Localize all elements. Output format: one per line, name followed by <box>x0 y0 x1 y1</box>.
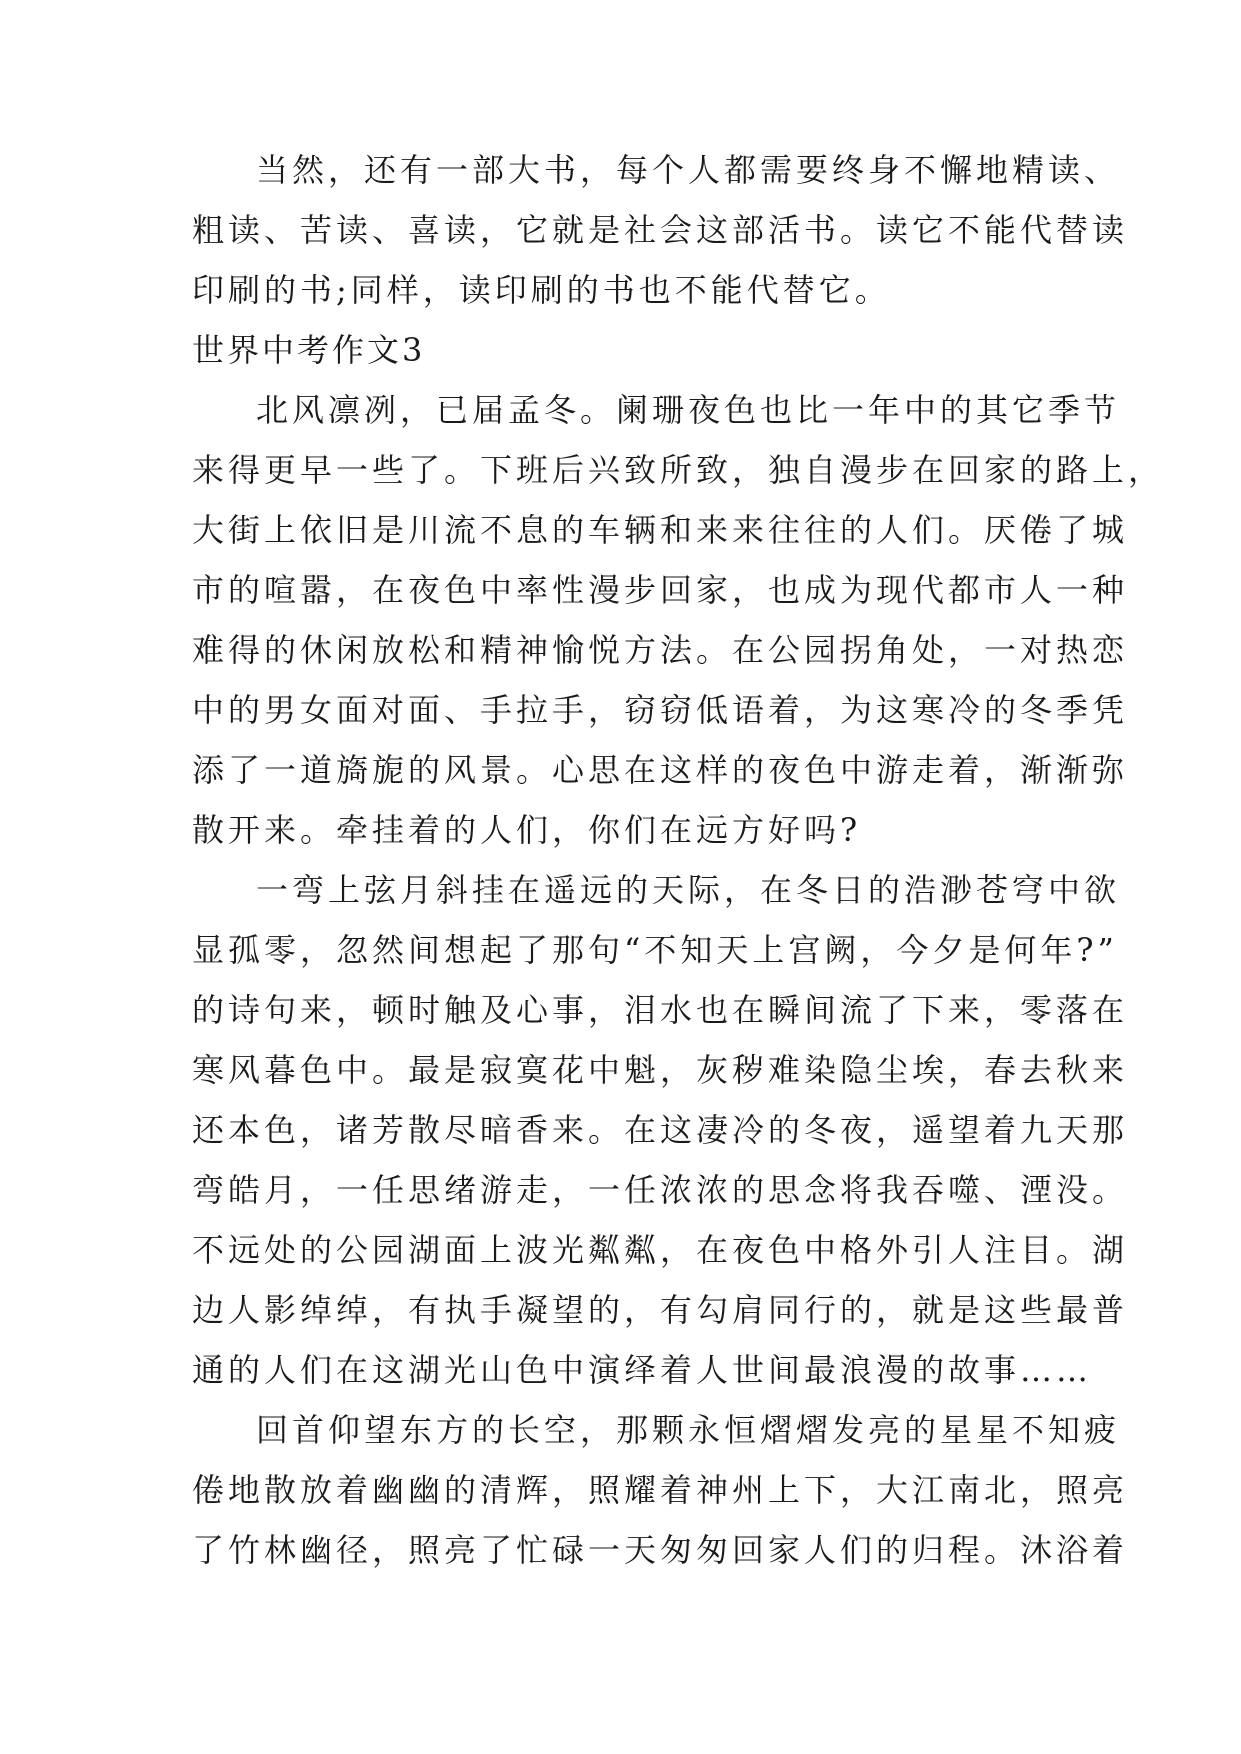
paragraph-4-line-1: 回首仰望东方的长空，那颗永恒熠熠发亮的星星不知疲 <box>256 1411 1121 1449</box>
paragraph-3-line-4: 寒风暮色中。最是寂寞花中魁，灰秽难染隐尘埃，春去秋来 <box>192 1051 1129 1089</box>
paragraph-2-line-8: 散开来。牵挂着的人们，你们在远方好吗? <box>192 811 862 849</box>
paragraph-2-line-3: 大街上依旧是川流不息的车辆和来来往往的人们。厌倦了城 <box>192 511 1129 549</box>
section-heading: 世界中考作文3 <box>192 331 426 369</box>
paragraph-4-line-3: 了竹林幽径，照亮了忙碌一天匆匆回家人们的归程。沐浴着 <box>192 1531 1129 1569</box>
paragraph-3-line-9: 通的人们在这湖光山色中演绎着人世间最浪漫的故事…… <box>192 1351 1093 1389</box>
paragraph-1-line-2: 粗读、苦读、喜读，它就是社会这部活书。读它不能代替读 <box>192 211 1129 249</box>
paragraph-3-line-7: 不远处的公园湖面上波光粼粼，在夜色中格外引人注目。湖 <box>192 1231 1129 1269</box>
paragraph-2-line-7: 添了一道旖旎的风景。心思在这样的夜色中游走着，渐渐弥 <box>192 751 1129 789</box>
paragraph-2-line-1: 北风凛冽，已届孟冬。阑珊夜色也比一年中的其它季节 <box>256 391 1121 429</box>
paragraph-3-line-8: 边人影绰绰，有执手凝望的，有勾肩同行的，就是这些最普 <box>192 1291 1129 1329</box>
paragraph-3-line-2: 显孤零，忽然间想起了那句“不知天上宫阙，今夕是何年?” <box>192 931 1118 969</box>
paragraph-4-line-2: 倦地散放着幽幽的清辉，照耀着神州上下，大江南北，照亮 <box>192 1471 1129 1509</box>
paragraph-3-line-1: 一弯上弦月斜挂在遥远的天际，在冬日的浩渺苍穹中欲 <box>256 871 1121 909</box>
paragraph-2-line-2: 来得更早一些了。下班后兴致所致，独自漫步在回家的路上， <box>192 451 1165 489</box>
paragraph-2-line-5: 难得的休闲放松和精神愉悦方法。在公园拐角处，一对热恋 <box>192 631 1129 669</box>
paragraph-3-line-5: 还本色，诸芳散尽暗香来。在这凄冷的冬夜，遥望着九天那 <box>192 1111 1129 1149</box>
paragraph-2-line-6: 中的男女面对面、手拉手，窃窃低语着，为这寒冷的冬季凭 <box>192 691 1129 729</box>
paragraph-1-line-3: 印刷的书;同样，读印刷的书也不能代替它。 <box>192 271 891 309</box>
paragraph-3-line-3: 的诗句来，顿时触及心事，泪水也在瞬间流了下来，零落在 <box>192 991 1129 1029</box>
paragraph-2-line-4: 市的喧嚣，在夜色中率性漫步回家，也成为现代都市人一种 <box>192 571 1129 609</box>
paragraph-3-line-6: 弯皓月，一任思绪游走，一任浓浓的思念将我吞噬、湮没。 <box>192 1171 1129 1209</box>
paragraph-1-line-1: 当然，还有一部大书，每个人都需要终身不懈地精读、 <box>256 151 1121 189</box>
